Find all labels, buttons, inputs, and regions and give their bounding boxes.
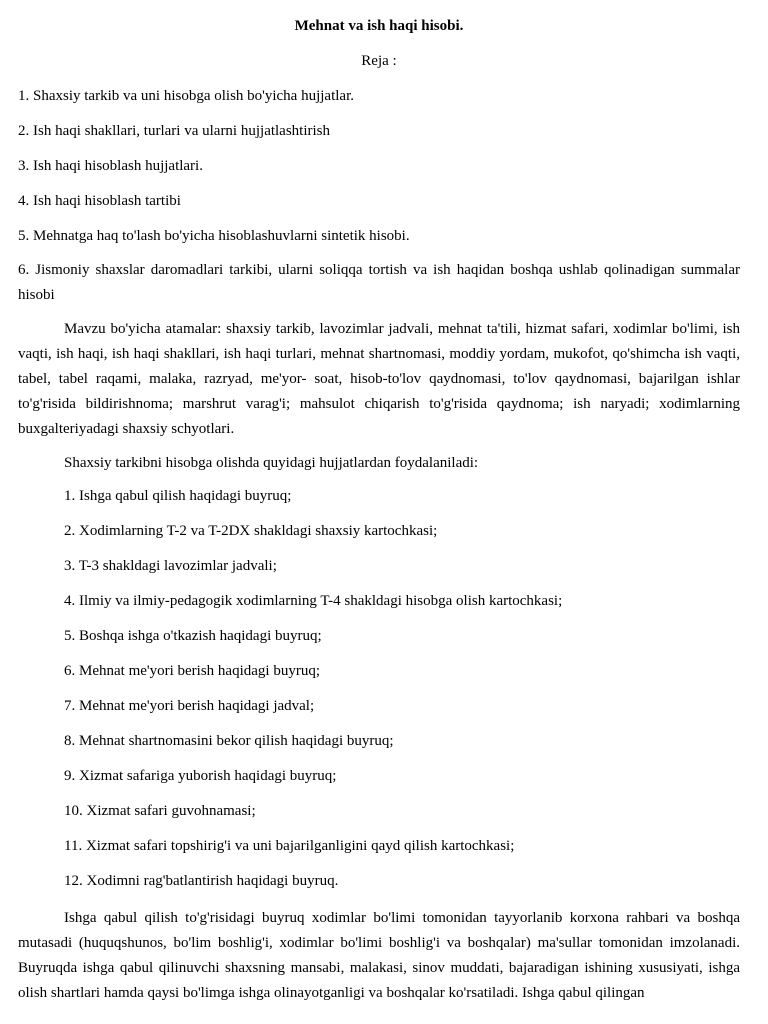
document-item: 9. Xizmat safariga yuborish haqidagi buyruq; bbox=[64, 768, 337, 784]
document-item: 5. Boshqa ishga o'tkazish haqidagi buyruq; bbox=[64, 628, 322, 644]
plan-item: 2. Ish haqi shakllari, turlari va ularni hujjatlashtirish bbox=[18, 123, 331, 139]
document-item: 4. Ilmiy va ilmiy-pedagogik xodimlarning T-4 shakldagi hisobga olish kartochkasi; bbox=[64, 593, 563, 609]
plan-list bbox=[18, 86, 740, 308]
document-item: 1. Ishga qabul qilish haqidagi buyruq; bbox=[64, 488, 292, 504]
document-item: 2. Xodimlarning T-2 va T-2DX shakldagi shaxsiy kartochkasi; bbox=[64, 523, 438, 539]
document-title: Mehnat va ish haqi hisobi. bbox=[294, 18, 464, 34]
intro-paragraph: Shaxsiy tarkibni hisobga olishda quyidagi hujjatlardan foydalaniladi: bbox=[64, 455, 479, 471]
plan-item: 1. Shaxsiy tarkib va uni hisobga olish bo'yicha hujjatlar. bbox=[18, 88, 354, 104]
plan-item: 5. Mehnatga haq to'lash bo'yicha hisoblashuvlarni sintetik hisobi. bbox=[18, 228, 410, 244]
document-item: 3. T-3 shakldagi lavozimlar jadvali; bbox=[64, 558, 277, 574]
terms-paragraph: Mavzu bo'yicha atamalar: shaxsiy tarkib, lavozimlar jadvali, mehnat ta'tili, hizmat safari, xodimlar bo'limi, ish vaqti, ish haqi, ish haqi shakllari, ish haqi turlari, mehnat shartnomasi, moddiy yordam, mukofot, qo'shimcha ish vaqti, tabel, tabel raqami, malaka, razryad, me'yor- soat, hisob-to'lov qaydnomasi, to'lov qaydnomasi, bajarilgan ishlar to'g'risida bildirishnoma; marshrut varag'i; mahsulot chiqarish to'g'risida qaydnoma; ish naryadi; xodimlarning buxgalteriyadagi shaxsiy schyotlari. bbox=[18, 321, 740, 437]
document-item: 8. Mehnat shartnomasini bekor qilish haqidagi buyruq; bbox=[64, 733, 394, 749]
document-item: 7. Mehnat me'yori berish haqidagi jadval; bbox=[64, 698, 315, 714]
document-item: 6. Mehnat me'yori berish haqidagi buyruq; bbox=[64, 663, 320, 679]
document-item: 10. Xizmat safari guvohnamasi; bbox=[64, 803, 256, 819]
closing-paragraph: Ishga qabul qilish to'g'risidagi buyruq xodimlar bo'limi tomonidan tayyorlanib korxona rahbari va boshqa mutasadi (huquqshunos, bo'lim boshlig'i, xodimlar bo'limi boshlig'i va boshqalar) ma'sullar tomonidan imzolanadi. Buyruqda ishga qabul qilinuvchi shaxsning mansabi, malakasi, sinov muddati, bajaradigan ishining xususiyati, ishga olish shartlari hamda qaysi bo'limga ishga olinayotganligi va boshqalar ko'rsatiladi. Ishga qabul qilingan bbox=[18, 910, 740, 1001]
plan-item: 3. Ish haqi hisoblash hujjatlari. bbox=[18, 158, 203, 174]
plan-item: 6. Jismoniy shaxslar daromadlari tarkibi, ularni soliqqa tortish va ish haqidan boshqa ushlab qolinadigan summalar hisobi bbox=[18, 262, 740, 303]
plan-item: 4. Ish haqi hisoblash tartibi bbox=[18, 193, 181, 209]
plan-heading: Reja : bbox=[361, 53, 397, 69]
documents-list bbox=[18, 486, 740, 891]
document-item: 11. Xizmat safari topshirig'i va uni bajarilganligini qayd qilish kartochkasi; bbox=[64, 838, 515, 854]
document-item: 12. Xodimni rag'batlantirish haqidagi buyruq. bbox=[64, 873, 339, 889]
